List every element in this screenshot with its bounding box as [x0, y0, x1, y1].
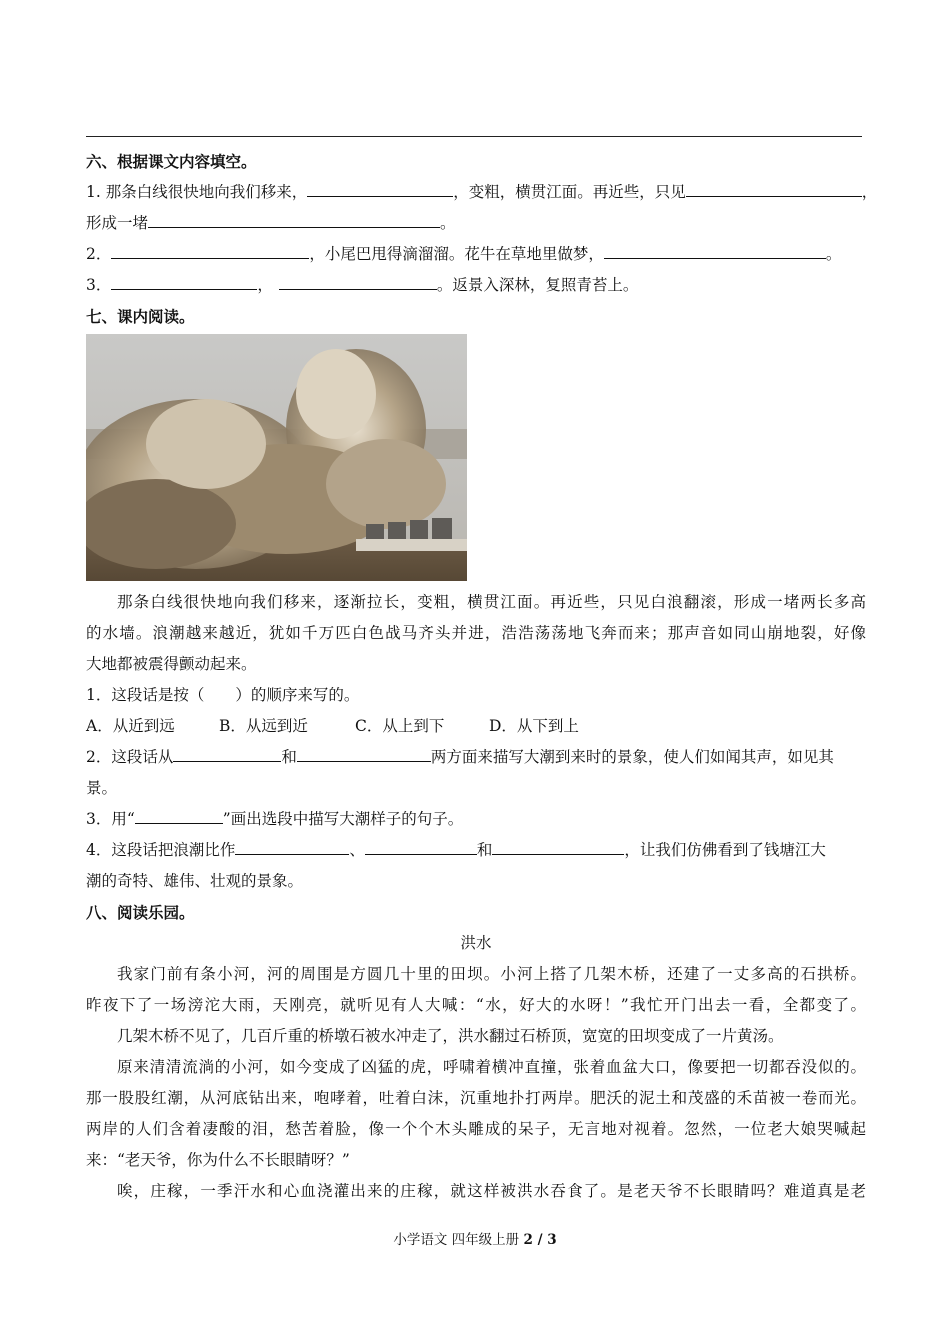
q2-text-a: 2． [86, 245, 112, 263]
q3-blank-1[interactable] [111, 275, 257, 290]
choice-c[interactable]: C．从上到下 [355, 717, 445, 735]
story-title: 洪水 [460, 934, 492, 952]
q2-text-b: ，小尾巴甩得滴溜溜。花牛在草地里做梦， [309, 245, 604, 263]
q3-text-a: 3．用“ [86, 810, 135, 828]
q3-text-a: 3． [86, 276, 112, 294]
q2-blank-2[interactable] [297, 747, 431, 762]
passage-line-3: 大地都被震得颤动起来。 [86, 655, 257, 673]
story-p3-line2: 那一股股红潮，从河底钻出来，咆哮着，吐着白沫，沉重地扑打两岸。肥沃的泥土和茂盛的禾苗被一卷而光。 [86, 1089, 866, 1107]
story-p3-line3: 两岸的人们含着凄酸的泪，愁苦着脸，像一个个木头雕成的呆子，无言地对视着。忽然，一位老大娘哭喊起 [86, 1120, 866, 1138]
q4-text-d: ，让我们仿佛看到了钱塘江大 [624, 841, 826, 859]
q4-text-c: 和 [476, 841, 493, 859]
section7-q4-line1 [86, 835, 866, 866]
section7-q3 [86, 804, 866, 835]
section7-q4-line2: 潮的奇特、雄伟、壮观的景象。 [86, 872, 304, 890]
story-p1-line2: 昨夜下了一场滂沱大雨，天刚亮，就听见有人大喊：“水，好大的水呀！”我忙开门出去一看，全都变了。 [86, 996, 866, 1014]
q1-blank-3[interactable] [148, 213, 440, 228]
q4-text-b: 、 [349, 841, 365, 859]
story-p4-line1: 唉，庄稼，一季汗水和心血浇灌出来的庄稼，就这样被洪水吞食了。是老天爷不长眼睛吗？难道真是老 [117, 1182, 866, 1200]
header-rule [86, 136, 862, 137]
q4-blank-1[interactable] [235, 840, 349, 855]
section7-q1: 1．这段话是按（ ）的顺序来写的。 [86, 686, 360, 704]
q1-blank-1[interactable] [307, 182, 453, 197]
q1-text-e: 。 [440, 214, 456, 232]
q1-blank-2[interactable] [686, 182, 862, 197]
worksheet-page [86, 146, 878, 1207]
q2-blank-1[interactable] [173, 747, 281, 762]
choice-a[interactable]: A．从近到远 [86, 717, 175, 735]
q3-text-c: 。返景入深林，复照青苔上。 [436, 276, 639, 294]
section6-q1-line2 [86, 208, 866, 239]
q3-text-b: ”画出选段中描写大潮样子的句子。 [222, 810, 464, 828]
q3-text-b: ， [257, 276, 273, 294]
tidal-bore-photo [86, 334, 467, 581]
story-p3-line4: 来：“老天爷，你为什么不长眼睛呀？” [86, 1151, 350, 1169]
q2-text-a: 2．这段话从 [86, 748, 174, 766]
choice-b[interactable]: B．从远到近 [219, 717, 308, 735]
section6-q1-line1 [86, 177, 878, 208]
q1-text-b: ，变粗，横贯江面。再近些，只见 [453, 183, 686, 201]
section6-q3 [86, 270, 866, 301]
q2-blank-1[interactable] [111, 244, 309, 259]
story-p3-line1: 原来清清流淌的小河，如今变成了凶猛的虎，呼啸着横冲直撞，张着血盆大口，像要把一切都吞没似的。 [117, 1058, 866, 1076]
section7-q1-choices [86, 711, 866, 742]
section7-q2-line2: 景。 [86, 779, 118, 797]
section7-title: 七、课内阅读。 [86, 307, 195, 326]
section7-q2-line1 [86, 742, 866, 773]
section8-title: 八、阅读乐园。 [86, 903, 195, 922]
q4-blank-2[interactable] [365, 840, 477, 855]
story-p1-line1: 我家门前有条小河，河的周围是方圆几十里的田坝。小河上搭了几架木桥，还建了一丈多高的石拱桥。 [117, 965, 866, 983]
q2-text-c: 。 [825, 245, 842, 263]
q2-blank-2[interactable] [604, 244, 826, 259]
choice-d[interactable]: D．从下到上 [489, 717, 579, 735]
page-number: 2 / 3 [523, 1232, 557, 1248]
q1-text-a: 1. 那条白线很快地向我们移来， [86, 183, 308, 201]
q4-blank-3[interactable] [492, 840, 624, 855]
section6-q2 [86, 239, 866, 270]
q2-text-b: 和 [281, 748, 297, 766]
story-p2-line1: 几架木桥不见了，几百斤重的桥墩石被水冲走了，洪水翻过石桥顶，宽宽的田坝变成了一片黄汤。 [117, 1027, 784, 1045]
q4-text-a: 4．这段话把浪潮比作 [86, 841, 236, 859]
q2-text-c: 两方面来描写大潮到来时的景象，使人们如闻其声，如见其 [430, 748, 834, 766]
page-footer [0, 1228, 950, 1248]
passage-line-2: 的水墙。浪潮越来越近，犹如千万匹白色战马齐头并进，浩浩荡荡地飞奔而来；那声音如同山崩地裂，好像 [86, 624, 866, 642]
q3-blank[interactable] [135, 809, 223, 824]
section6-title: 六、根据课文内容填空。 [86, 152, 257, 171]
q3-blank-2[interactable] [279, 275, 437, 290]
q1-text-c: ， [861, 183, 878, 201]
passage-line-1: 那条白线很快地向我们移来，逐渐拉长，变粗，横贯江面。再近些，只见白浪翻滚，形成一堵两长多高 [117, 593, 866, 611]
footer-label: 小学语文 四年级上册 [393, 1232, 520, 1248]
q1-text-d: 形成一堵 [86, 214, 149, 232]
